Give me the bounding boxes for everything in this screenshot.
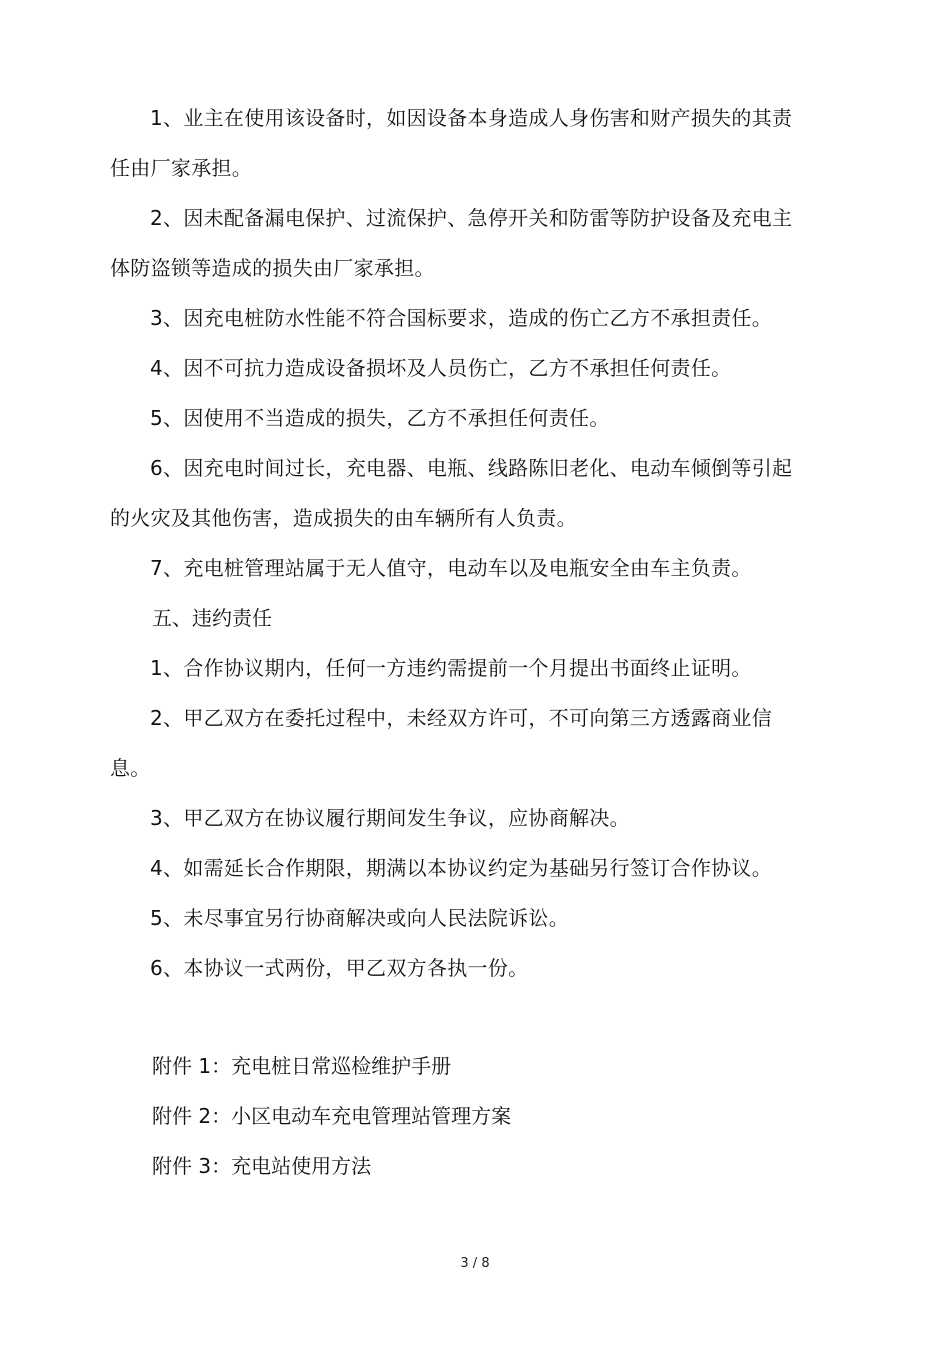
clause-5-5: 5、未尽事宜另行协商解决或向人民法院诉讼。 bbox=[150, 906, 570, 930]
page-number: 3 / 8 bbox=[460, 1256, 490, 1271]
clause-5-6: 6、本协议一式两份，甲乙双方各执一份。 bbox=[150, 956, 529, 980]
clause-4-1: 1、业主在使用该设备时，如因设备本身造成人身伤害和财产损失的其责任由厂家承担。 bbox=[110, 106, 793, 180]
section-5-heading: 五、违约责任 bbox=[152, 606, 272, 630]
attachment-1: 附件 1：充电桩日常巡检维护手册 bbox=[152, 1054, 452, 1078]
clause-4-5: 5、因使用不当造成的损失，乙方不承担任何责任。 bbox=[150, 406, 610, 430]
clause-5-2: 2、甲乙双方在委托过程中，未经双方许可，不可向第三方透露商业信息。 bbox=[110, 706, 773, 780]
clause-4-2: 2、因未配备漏电保护、过流保护、急停开关和防雷等防护设备及充电主体防盗锁等造成的损失由厂家承担。 bbox=[110, 206, 793, 280]
clause-5-1: 1、合作协议期内，任何一方违约需提前一个月提出书面终止证明。 bbox=[150, 656, 752, 680]
attachment-2: 附件 2：小区电动车充电管理站管理方案 bbox=[152, 1104, 512, 1128]
clause-4-4: 4、因不可抗力造成设备损坏及人员伤亡，乙方不承担任何责任。 bbox=[150, 356, 732, 380]
clause-5-3: 3、甲乙双方在协议履行期间发生争议，应协商解决。 bbox=[150, 806, 630, 830]
attachment-3: 附件 3：充电站使用方法 bbox=[152, 1154, 372, 1178]
clause-4-6: 6、因充电时间过长，充电器、电瓶、线路陈旧老化、电动车倾倒等引起的火灾及其他伤害，造成损失的由车辆所有人负责。 bbox=[110, 456, 793, 530]
clause-4-7: 7、充电桩管理站属于无人值守，电动车以及电瓶安全由车主负责。 bbox=[150, 556, 752, 580]
clause-4-3: 3、因充电桩防水性能不符合国标要求，造成的伤亡乙方不承担责任。 bbox=[150, 306, 773, 330]
clause-5-4: 4、如需延长合作期限，期满以本协议约定为基础另行签订合作协议。 bbox=[150, 856, 773, 880]
